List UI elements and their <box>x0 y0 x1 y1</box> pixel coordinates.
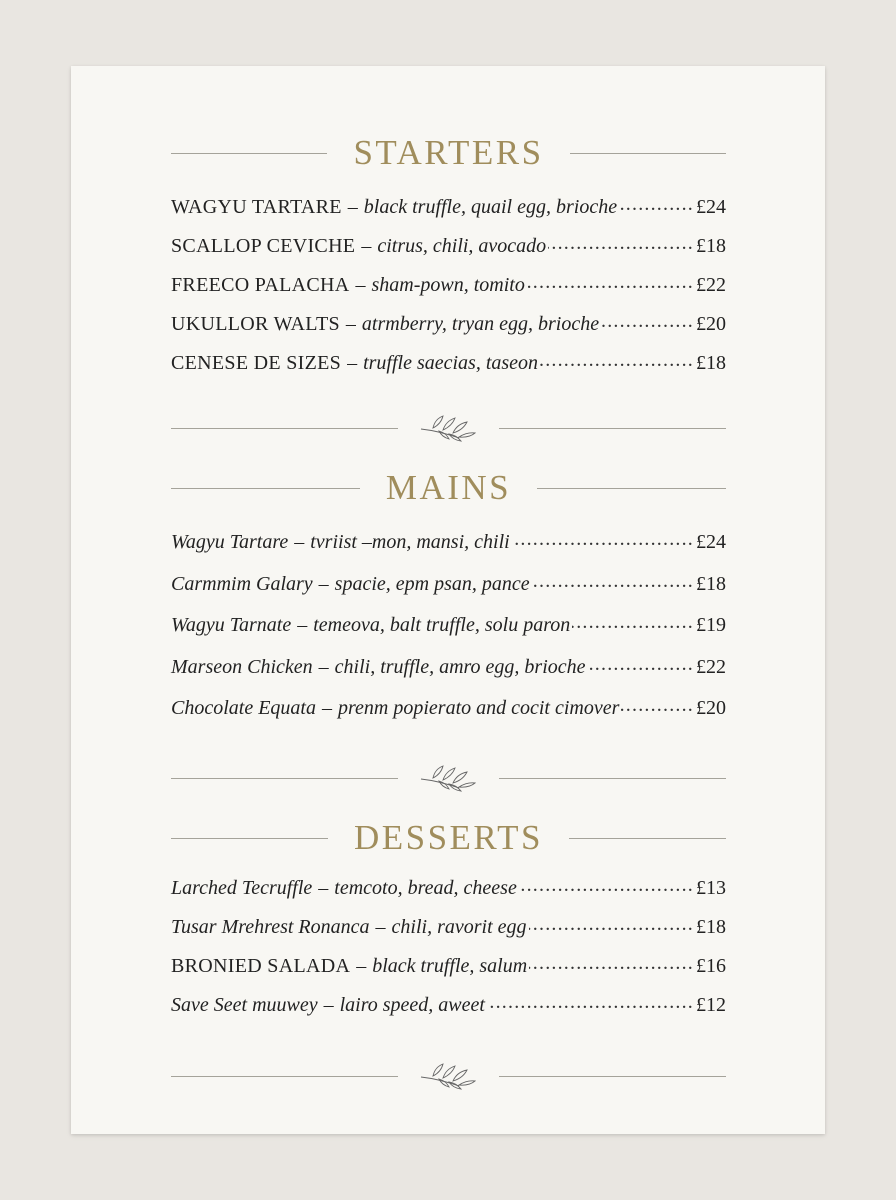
menu-item <box>171 653 726 695</box>
divider-rule-left <box>171 778 398 779</box>
item-separator: – <box>356 955 367 977</box>
item-separator: – <box>361 235 372 257</box>
starters-list <box>171 193 726 388</box>
item-price: £18 <box>696 235 726 257</box>
dot-leader <box>487 991 694 1011</box>
heading-rule-right <box>537 488 726 489</box>
item-separator: – <box>318 655 329 678</box>
heading-rule-right <box>569 838 726 839</box>
menu-item <box>171 310 726 349</box>
dot-leader <box>621 694 694 714</box>
item-description: chili, truffle, amro egg, brioche <box>334 655 586 678</box>
item-price: £20 <box>696 313 726 335</box>
item-description: tvriist –mon, mansi, chili <box>310 531 510 553</box>
item-separator: – <box>323 994 334 1016</box>
menu-item <box>171 570 726 612</box>
section-heading-mains <box>171 468 726 508</box>
item-price: £24 <box>696 531 726 553</box>
menu-item <box>171 528 726 570</box>
section-title: DESSERTS <box>353 818 544 857</box>
item-name: UKULLOR WALTS <box>171 313 340 335</box>
section-divider <box>171 1061 726 1091</box>
section-title: STARTERS <box>353 133 544 172</box>
desserts-list <box>171 874 726 1030</box>
item-price: £19 <box>696 614 726 636</box>
item-description: atrmberry, tryan egg, brioche <box>361 313 600 335</box>
item-description: black truffle, quail egg, brioche <box>363 196 618 218</box>
item-price: £13 <box>696 877 726 899</box>
item-price: £16 <box>696 955 726 977</box>
item-separator: – <box>347 352 358 374</box>
menu-item <box>171 349 726 388</box>
item-separator: – <box>297 614 308 636</box>
dot-leader <box>601 310 694 330</box>
item-price: £20 <box>696 697 726 719</box>
section-divider <box>171 413 726 443</box>
dot-leader <box>527 271 694 291</box>
item-description: temcoto, bread, cheese <box>334 877 517 899</box>
item-name: Chocolate Equata <box>171 697 316 719</box>
item-name: CENESE DE SIZES <box>171 352 342 374</box>
dot-leader <box>572 611 694 631</box>
item-description: lairo speed, aweet <box>339 994 485 1016</box>
dot-leader <box>548 232 694 252</box>
item-price: £22 <box>696 274 726 296</box>
item-price: £12 <box>696 994 726 1016</box>
item-price: £18 <box>696 916 726 938</box>
item-name: Wagyu Tartare <box>171 531 289 553</box>
divider-rule-left <box>171 1076 398 1077</box>
menu-item <box>171 232 726 271</box>
section-title: MAINS <box>385 468 512 507</box>
divider-rule-right <box>499 428 726 429</box>
divider-rule-right <box>499 778 726 779</box>
item-description: black truffle, salum <box>372 955 528 977</box>
heading-rule-left <box>171 488 360 489</box>
menu-item <box>171 991 726 1030</box>
item-name: Save Seet muuwey <box>171 994 318 1016</box>
item-description: sham-pown, tomito <box>371 274 525 296</box>
item-description: truffle saecias, taseon <box>363 352 539 374</box>
menu-card <box>71 66 825 1134</box>
item-separator: – <box>318 572 329 595</box>
item-separator: – <box>375 916 386 938</box>
item-description: prenm popierato and cocit cimover <box>337 697 620 719</box>
item-price: £18 <box>696 572 726 595</box>
menu-item <box>171 913 726 952</box>
menu-item <box>171 271 726 310</box>
section-heading-starters <box>171 133 726 173</box>
dot-leader <box>532 570 694 590</box>
dot-leader <box>540 349 694 369</box>
item-separator: – <box>321 697 332 719</box>
heading-rule-right <box>570 153 726 154</box>
item-separator: – <box>318 877 329 899</box>
olive-sprig-icon <box>398 1062 499 1090</box>
dot-leader <box>519 874 694 894</box>
item-name: Larched Tecruffle <box>171 877 313 899</box>
dot-leader <box>512 528 694 548</box>
dot-leader <box>529 913 695 933</box>
item-name: SCALLOP CEVICHE <box>171 235 356 257</box>
mains-list <box>171 528 726 736</box>
section-divider <box>171 763 726 793</box>
menu-item <box>171 611 726 653</box>
heading-rule-left <box>171 153 327 154</box>
item-separator: – <box>345 313 356 335</box>
menu-item <box>171 694 726 736</box>
item-name: FREECO PALACHA <box>171 274 350 296</box>
item-description: citrus, chili, avocado <box>377 235 547 257</box>
item-description: spacie, epm psan, pance <box>334 572 530 595</box>
item-price: £18 <box>696 352 726 374</box>
menu-item <box>171 193 726 232</box>
dot-leader <box>529 952 694 972</box>
olive-sprig-icon <box>398 414 499 442</box>
item-name: WAGYU TARTARE <box>171 196 342 218</box>
item-separator: – <box>355 274 366 296</box>
heading-rule-left <box>171 838 328 839</box>
item-name: BRONIED SALADA <box>171 955 351 977</box>
item-name: Carmmim Galary <box>171 572 313 595</box>
item-name: Tusar Mrehrest Ronanca <box>171 916 370 938</box>
item-description: temeova, balt truffle, solu paron <box>313 614 571 636</box>
section-heading-desserts <box>171 818 726 858</box>
olive-sprig-icon <box>398 764 499 792</box>
divider-rule-right <box>499 1076 726 1077</box>
item-separator: – <box>294 531 305 553</box>
menu-item <box>171 874 726 913</box>
menu-item <box>171 952 726 991</box>
item-separator: – <box>347 196 358 218</box>
dot-leader <box>588 653 694 673</box>
divider-rule-left <box>171 428 398 429</box>
dot-leader <box>619 193 694 213</box>
item-price: £24 <box>696 196 726 218</box>
item-name: Wagyu Tarnate <box>171 614 292 636</box>
item-price: £22 <box>696 655 726 678</box>
item-name: Marseon Chicken <box>171 655 313 678</box>
item-description: chili, ravorit egg <box>391 916 527 938</box>
